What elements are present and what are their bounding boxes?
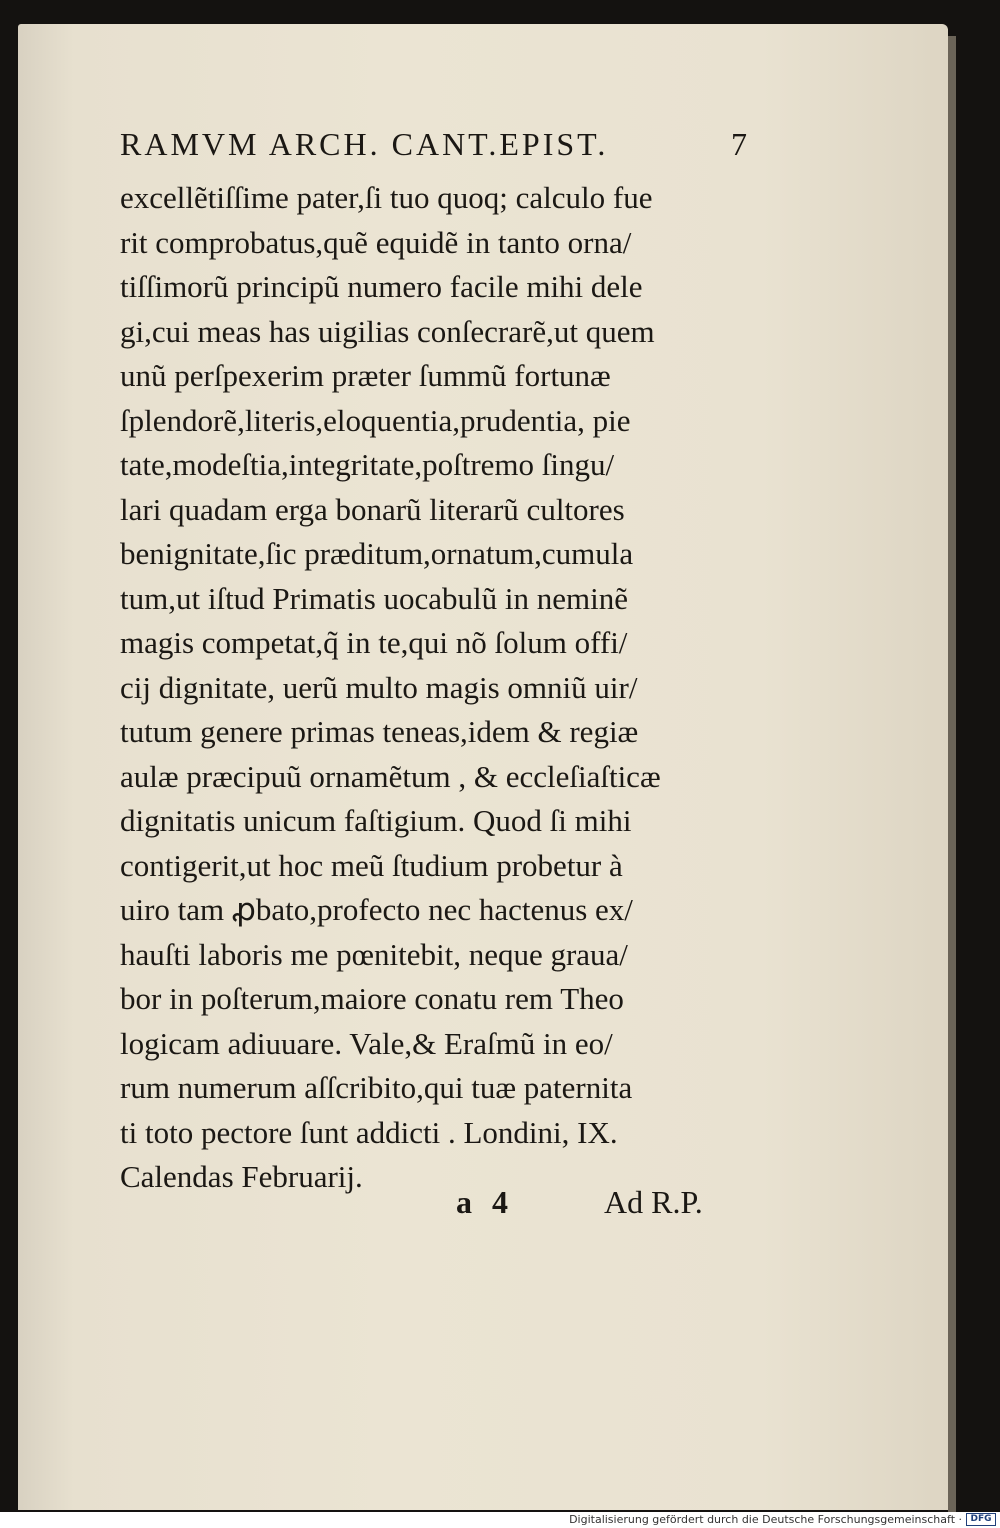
text-line: uiro tam ꝓbato,profecto nec hactenus ex/	[120, 892, 633, 927]
dfg-logo: DFG	[966, 1513, 996, 1526]
text-line: rit comprobatus,quẽ equidẽ in tanto orna/	[120, 224, 632, 260]
page-number: 7	[731, 126, 750, 162]
text-line: logicam adiuuare. Vale,& Eraſmũ in eo/	[120, 1025, 613, 1061]
signature-mark: a 4	[456, 1184, 514, 1220]
text-line: tutum genere primas teneas,idem & regiæ	[120, 714, 639, 749]
text-line: lari quadam erga bonarũ literarũ cultores	[120, 491, 625, 527]
text-line: excellẽtiſſime pater,ſi tuo quoq; calculo fue	[120, 180, 653, 215]
text-line: ti toto pectore ſunt addicti . Londini, IX.	[120, 1114, 618, 1150]
text-line: tate,modeſtia,integritate,poſtremo ſingu/	[120, 447, 615, 482]
funding-credit: Digitalisierung gefördert durch die Deutsche Forschungsgemeinschaft ·	[569, 1513, 962, 1526]
text-line: ſplendorẽ,literis,eloquentia,prudentia, pie	[120, 402, 631, 438]
text-line: aulæ præcipuũ ornamẽtum , & eccleſiaſticæ	[120, 758, 661, 794]
body-text	[120, 176, 750, 1200]
text-line: contigerit,ut hoc meũ ſtudium probetur à	[120, 847, 623, 883]
text-line: gi,cui meas has uigilias conſecrarẽ,ut quem	[120, 313, 655, 349]
text-line: tiſſimorũ principũ numero facile mihi dele	[120, 269, 643, 304]
running-head-title: RAMVM ARCH. CANT.EPIST.	[120, 126, 609, 162]
page-edge	[948, 36, 956, 1512]
text-line: dignitatis unicum faſtigium. Quod ſi mihi	[120, 803, 632, 838]
text-line: cij dignitate, uerũ multo magis omniũ uir/	[120, 669, 638, 705]
running-head	[120, 126, 750, 163]
text-line: unũ perſpexerim præter ſummũ fortunæ	[120, 358, 611, 393]
text-line: hauſti laboris me pœnitebit, neque graua/	[120, 936, 628, 972]
text-line: Calendas Februarij.	[120, 1159, 363, 1194]
text-line: magis competat,q̃ in te,qui nõ ſolum offi/	[120, 625, 628, 660]
text-line: rum numerum aſſcribito,qui tuæ paternita	[120, 1070, 633, 1105]
catchword: Ad R.P.	[604, 1184, 703, 1220]
text-line: benignitate,ſic præditum,ornatum,cumula	[120, 536, 634, 571]
text-line: tum,ut iſtud Primatis uocabulũ in neminẽ	[120, 580, 629, 616]
text-line: bor in poſterum,maiore conatu rem Theo	[120, 981, 624, 1016]
